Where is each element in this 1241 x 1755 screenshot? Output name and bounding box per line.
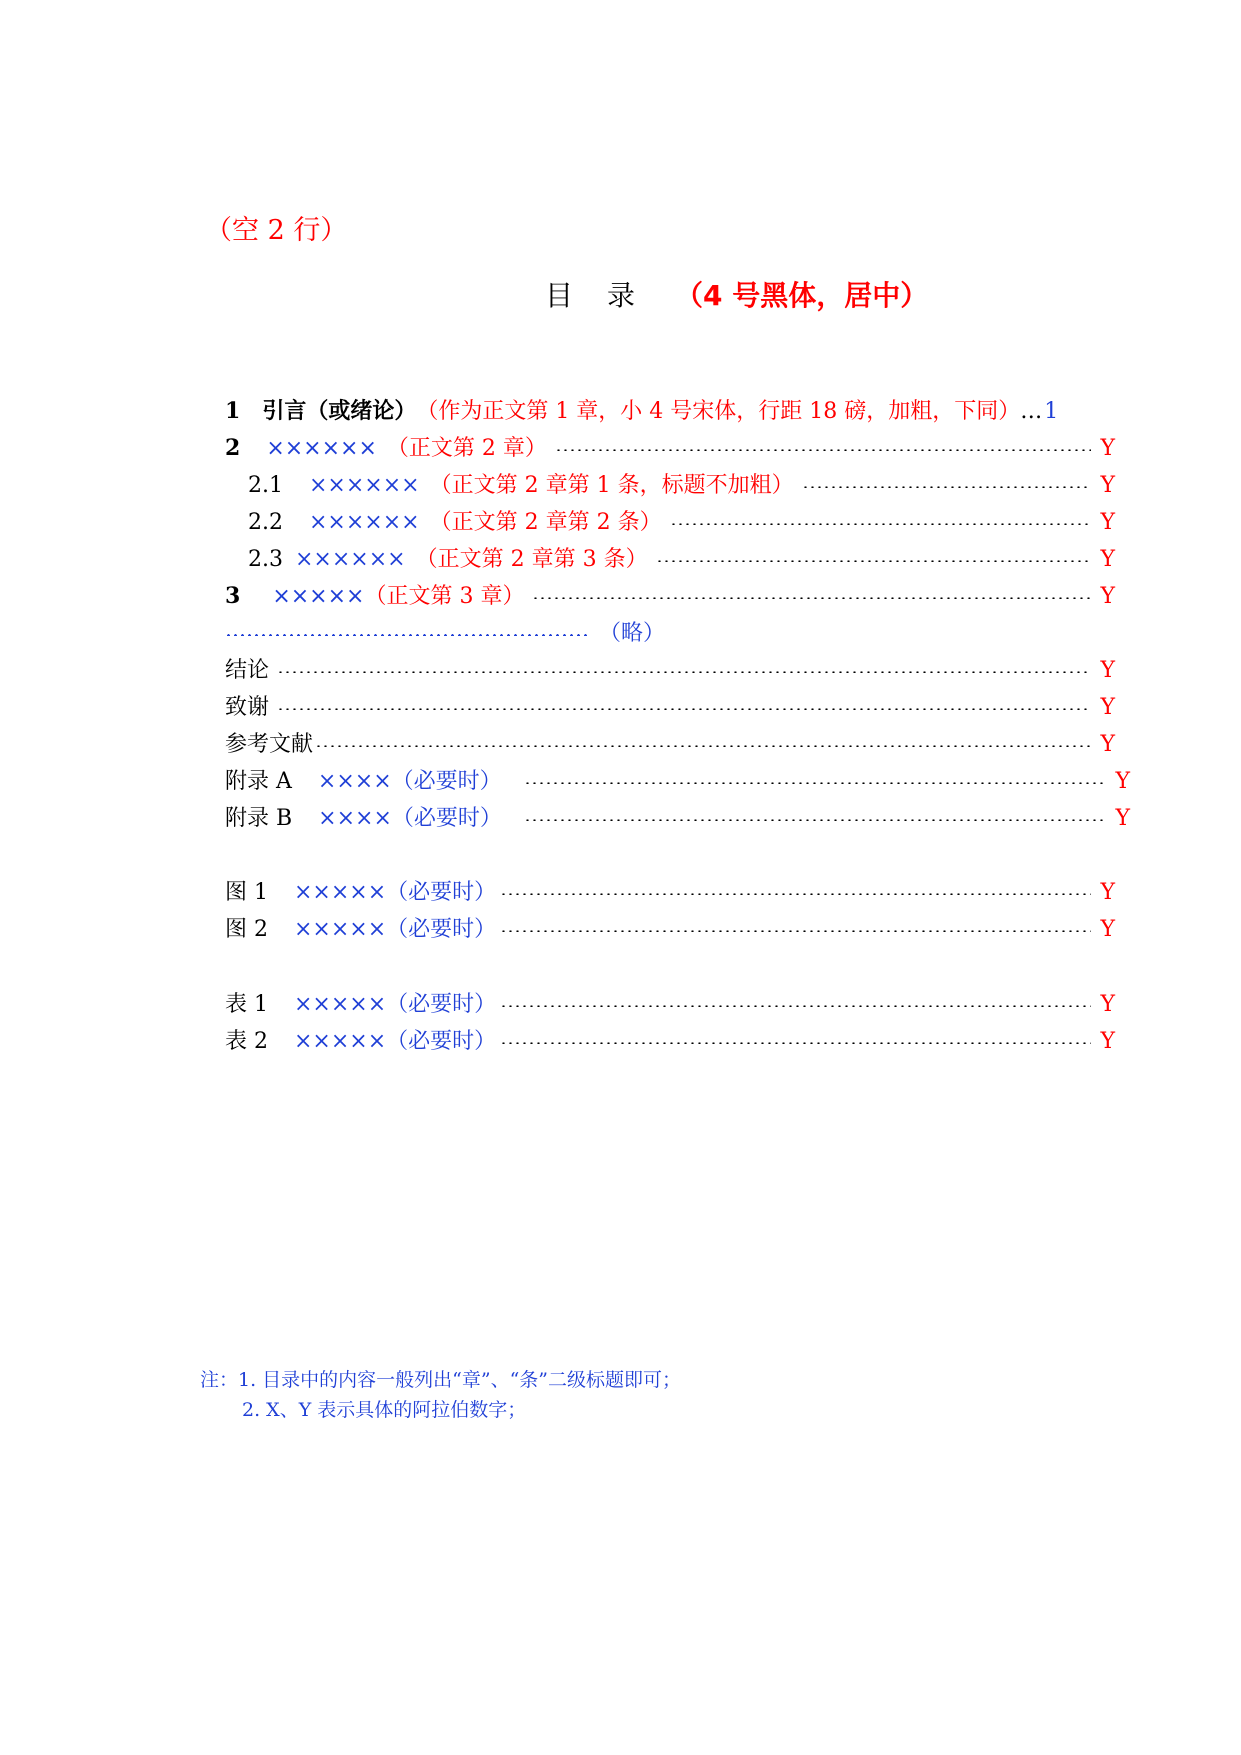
toc-omitted-entries — [225, 616, 665, 646]
toc-entry-title: ×××××× — [266, 436, 377, 461]
toc-entry-number: 2.1 — [248, 473, 283, 498]
toc-entry-number: 1 — [225, 398, 241, 424]
toc-entry-number: 3 — [225, 583, 241, 609]
toc-entry-number: 2 — [225, 435, 241, 461]
footnote-2: 2. X、Y 表示具体的阿拉伯数字； — [242, 1399, 527, 1421]
toc-entry-title: ×××××× — [309, 510, 420, 535]
toc-entry-section-2-2[interactable] — [248, 505, 1115, 535]
toc-entry-table-2[interactable] — [225, 1024, 1115, 1054]
toc-entry-chapter-2[interactable] — [225, 431, 1115, 461]
toc-entry-acknowledgements[interactable] — [225, 690, 1115, 720]
toc-entry-page: Y — [1100, 917, 1115, 942]
toc-entry-leader — [500, 930, 1091, 932]
toc-entry-leader — [656, 560, 1091, 562]
footnote-1: 注：1. 目录中的内容一般列出“章”、“条”二级标题即可； — [200, 1369, 682, 1391]
toc-entry-page: Y — [1100, 584, 1115, 609]
toc-entry-page: Y — [1100, 880, 1115, 905]
toc-entry-leader — [524, 782, 1106, 784]
toc-entry-page: Y — [1100, 992, 1115, 1017]
toc-entry-leader — [500, 1005, 1091, 1007]
toc-entry-number: 附录 A — [225, 769, 292, 794]
toc-entry-leader — [670, 523, 1091, 525]
toc-entry-title: 致谢 — [225, 695, 270, 720]
toc-entry-page: Y — [1100, 1029, 1115, 1054]
toc-entry-title: ×××××× — [295, 547, 406, 572]
toc-entry-number: 2.3 — [248, 547, 283, 572]
toc-entry-title: 结论 — [225, 658, 270, 683]
toc-entry-title: ×××××（必要时） — [294, 992, 497, 1017]
toc-entry-leader: … — [1020, 399, 1043, 424]
toc-entry-appendix-b[interactable] — [225, 801, 1130, 831]
toc-entry-leader — [225, 634, 591, 636]
toc-entry-figure-1[interactable] — [225, 875, 1115, 905]
toc-entry-leader — [524, 819, 1106, 821]
toc-entry-number: 附录 B — [225, 806, 293, 831]
toc-omitted-note: （略） — [598, 621, 665, 646]
toc-entry-references[interactable] — [225, 727, 1115, 757]
toc-entry-title: ××××× — [272, 584, 365, 609]
toc-entry-page: Y — [1100, 510, 1115, 535]
toc-entry-note: （正文第 2 章） — [386, 436, 547, 461]
toc-entry-title: ×××××（必要时） — [294, 1029, 497, 1054]
toc-entry-page: Y — [1100, 436, 1115, 461]
blank-lines-note: （空 2 行） — [205, 215, 348, 246]
toc-entry-note: （正文第 2 章第 1 条，标题不加粗） — [429, 473, 794, 498]
toc-entry-table-1[interactable] — [225, 987, 1115, 1017]
toc-entry-conclusion[interactable] — [225, 653, 1115, 683]
toc-entry-page: Y — [1100, 547, 1115, 572]
toc-entry-figure-2[interactable] — [225, 912, 1115, 942]
toc-entry-page: Y — [1100, 695, 1115, 720]
toc-title: 目录 — [545, 279, 670, 312]
toc-title-format-note: （4 号黑体，居中） — [675, 279, 929, 312]
toc-entry-page: Y — [1100, 658, 1115, 683]
toc-heading — [545, 274, 928, 314]
toc-entry-number: 图 2 — [225, 917, 268, 942]
toc-entry-note: （正文第 3 章） — [364, 584, 525, 609]
toc-entry-leader — [500, 893, 1091, 895]
toc-entry-section-2-3[interactable] — [248, 542, 1115, 572]
toc-entry-title: ×××××（必要时） — [294, 880, 497, 905]
toc-entry-title: 引言（或绪论） — [262, 398, 417, 424]
toc-entry-chapter-3[interactable] — [225, 579, 1115, 609]
toc-entry-note: （作为正文第 1 章，小 4 号宋体，行距 18 磅，加粗，下同） — [416, 399, 1021, 424]
toc-entry-number: 表 1 — [225, 992, 268, 1017]
toc-entry-title: ×××××× — [309, 473, 420, 498]
toc-entry-chapter-1[interactable] — [225, 394, 1115, 424]
toc-entry-number: 表 2 — [225, 1029, 268, 1054]
toc-entry-number: 图 1 — [225, 880, 268, 905]
toc-entry-number: 2.2 — [248, 510, 283, 535]
toc-entry-section-2-1[interactable] — [248, 468, 1115, 498]
toc-entry-leader — [555, 449, 1091, 451]
toc-entry-leader — [532, 597, 1091, 599]
toc-entry-leader — [277, 671, 1091, 673]
toc-entry-leader — [802, 486, 1091, 488]
toc-entry-title: 参考文献 — [225, 732, 314, 757]
toc-entry-appendix-a[interactable] — [225, 764, 1130, 794]
toc-entry-page: Y — [1100, 732, 1115, 757]
toc-entry-leader — [277, 708, 1091, 710]
toc-entry-page: Y — [1100, 473, 1115, 498]
toc-entry-leader — [500, 1042, 1091, 1044]
toc-entry-page: 1 — [1044, 399, 1059, 424]
toc-entry-note: （正文第 2 章第 2 条） — [429, 510, 662, 535]
toc-entry-page: Y — [1115, 806, 1130, 831]
toc-entry-title: ××××（必要时） — [317, 769, 502, 794]
footnotes — [200, 1365, 681, 1425]
toc-entry-title: ×××××（必要时） — [294, 917, 497, 942]
toc-entry-page: Y — [1115, 769, 1130, 794]
toc-entry-note: （正文第 2 章第 3 条） — [415, 547, 648, 572]
toc-entry-title: ××××（必要时） — [318, 806, 502, 831]
toc-entry-leader — [315, 745, 1091, 747]
